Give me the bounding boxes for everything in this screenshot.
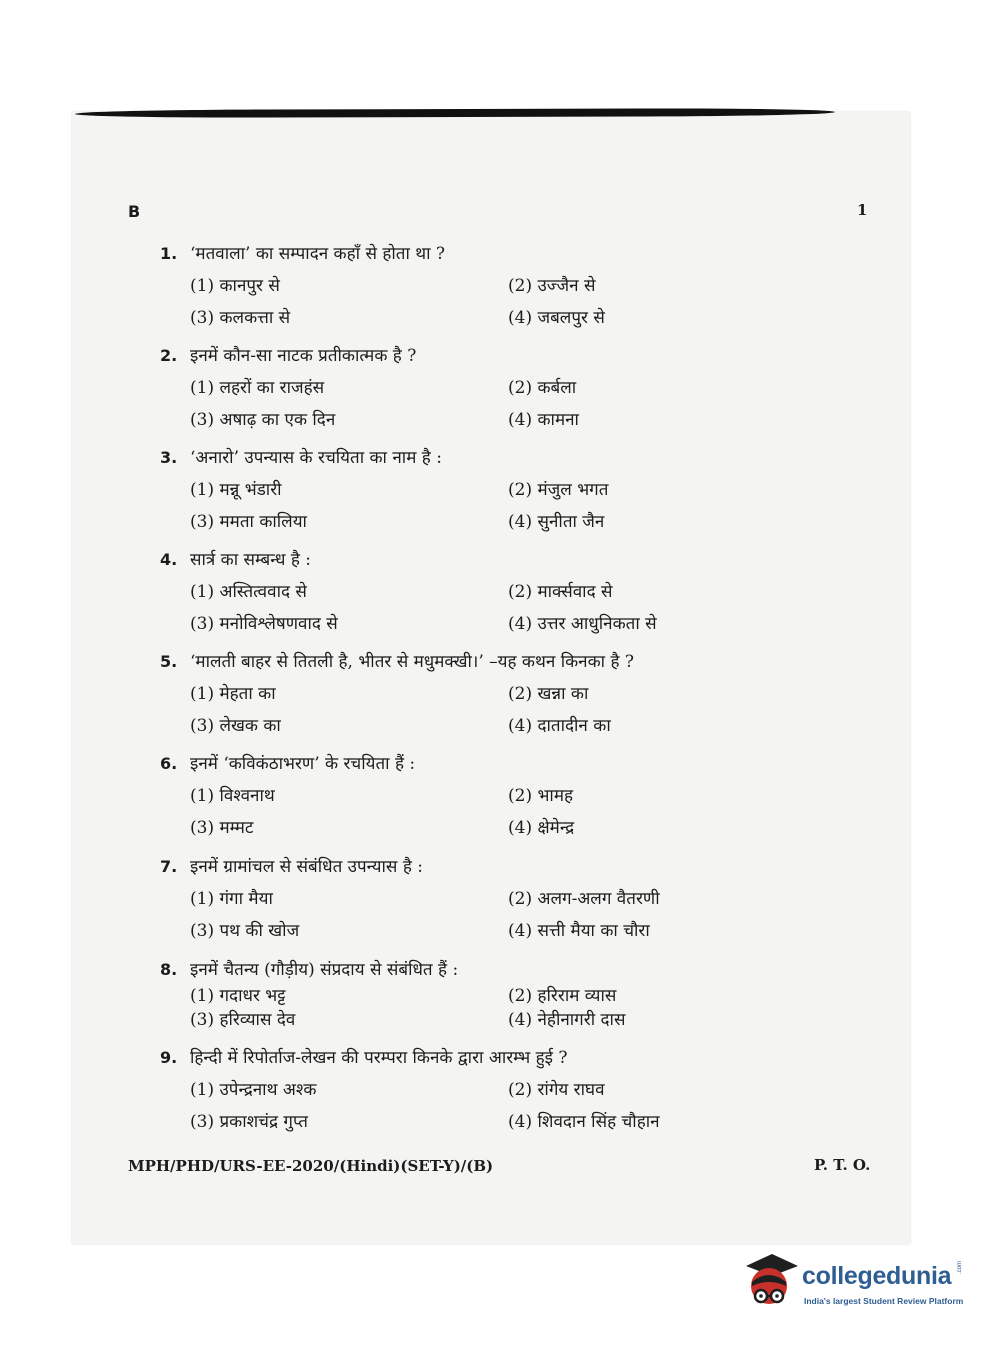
option-4: (4) दातादीन का — [508, 716, 611, 736]
option-4: (4) नेहीनागरी दास — [508, 1010, 626, 1030]
question-5 — [160, 649, 800, 735]
paper-code: MPH/PHD/URS-EE-2020/(Hindi)(SET-Y)/(B) — [128, 1157, 494, 1175]
option-4: (4) शिवदान सिंह चौहान — [508, 1112, 660, 1132]
question-1 — [160, 241, 800, 327]
question-7 — [160, 854, 800, 940]
pto-label: P. T. O. — [814, 1156, 871, 1174]
question-number: 7. — [160, 857, 178, 876]
option-3: (3) मम्मट — [190, 818, 254, 838]
option-2: (2) अलग-अलग वैतरणी — [508, 889, 660, 909]
option-4: (4) कामना — [508, 410, 579, 430]
question-9 — [160, 1045, 800, 1131]
question-text: ‘अनारो’ उपन्यास के रचयिता का नाम है : — [190, 448, 442, 468]
option-3: (3) प्रकाशचंद्र गुप्त — [190, 1112, 308, 1132]
set-letter: B — [128, 202, 141, 221]
option-1: (1) गदाधर भट्ट — [190, 986, 286, 1006]
option-2: (2) उज्जैन से — [508, 276, 596, 296]
option-2: (2) रांगेय राघव — [508, 1080, 605, 1100]
option-2: (2) कर्बला — [508, 378, 577, 398]
option-1: (1) मन्नू भंडारी — [190, 480, 282, 500]
question-3 — [160, 445, 800, 531]
option-2: (2) खन्ना का — [508, 684, 589, 704]
question-text: इनमें चैतन्य (गौड़ीय) संप्रदाय से संबंधित हैं : — [190, 960, 459, 980]
option-4: (4) सुनीता जैन — [508, 512, 605, 532]
question-6 — [160, 751, 800, 837]
question-number: 6. — [160, 754, 178, 773]
option-3: (3) पथ की खोज — [190, 921, 300, 941]
question-4 — [160, 547, 800, 633]
option-2: (2) भामह — [508, 786, 574, 806]
option-3: (3) मनोविश्लेषणवाद से — [190, 614, 338, 634]
option-1: (1) लहरों का राजहंस — [190, 378, 325, 398]
question-number: 4. — [160, 550, 178, 569]
question-number: 8. — [160, 960, 178, 979]
question-number: 3. — [160, 448, 178, 467]
question-text: इनमें ग्रामांचल से संबंधित उपन्यास है : — [190, 857, 423, 877]
option-1: (1) विश्वनाथ — [190, 786, 275, 806]
question-2 — [160, 343, 800, 429]
option-3: (3) हरिव्यास देव — [190, 1010, 296, 1030]
question-text: इनमें कौन-सा नाटक प्रतीकात्मक है ? — [190, 346, 417, 366]
page-number: 1 — [857, 201, 868, 219]
option-2: (2) मंजुल भगत — [508, 480, 609, 500]
option-4: (4) उत्तर आधुनिकता से — [508, 614, 657, 634]
option-3: (3) लेखक का — [190, 716, 281, 736]
option-4: (4) सत्ती मैया का चौरा — [508, 921, 650, 941]
brand-domain: .com — [957, 1260, 963, 1274]
question-number: 5. — [160, 652, 178, 671]
option-1: (1) अस्तित्ववाद से — [190, 582, 307, 602]
question-8 — [160, 957, 800, 1029]
question-text: इनमें ‘कविकंठाभरण’ के रचयिता हैं : — [190, 754, 416, 774]
option-1: (1) कानपुर से — [190, 276, 280, 296]
option-3: (3) अषाढ़ का एक दिन — [190, 410, 336, 430]
option-4: (4) जबलपुर से — [508, 308, 605, 328]
option-3: (3) कलकत्ता से — [190, 308, 291, 328]
option-1: (1) मेहता का — [190, 684, 276, 704]
option-1: (1) उपेन्द्रनाथ अश्क — [190, 1080, 317, 1100]
question-text: ‘मालती बाहर से तितली है, भीतर से मधुमक्खी।’ –यह कथन किनका है ? — [190, 652, 634, 672]
question-text: हिन्दी में रिपोर्ताज-लेखन की परम्परा किनके द्वारा आरम्भ हुई ? — [190, 1048, 568, 1068]
question-text: ‘मतवाला’ का सम्पादन कहाँ से होता था ? — [190, 244, 446, 264]
question-number: 1. — [160, 244, 178, 263]
question-number: 9. — [160, 1048, 178, 1067]
option-1: (1) गंगा मैया — [190, 889, 273, 909]
brand-tagline: India's largest Student Review Platform — [804, 1296, 964, 1306]
option-2: (2) हरिराम व्यास — [508, 986, 617, 1006]
question-number: 2. — [160, 346, 178, 365]
option-4: (4) क्षेमेन्द्र — [508, 818, 575, 838]
collegedunia-watermark — [742, 1252, 972, 1314]
mascot-logo-icon — [742, 1252, 800, 1312]
option-3: (3) ममता कालिया — [190, 512, 307, 532]
question-text: सार्त्र का सम्बन्ध है : — [190, 550, 311, 570]
option-2: (2) मार्क्सवाद से — [508, 582, 613, 602]
brand-name: collegedunia — [802, 1262, 952, 1290]
